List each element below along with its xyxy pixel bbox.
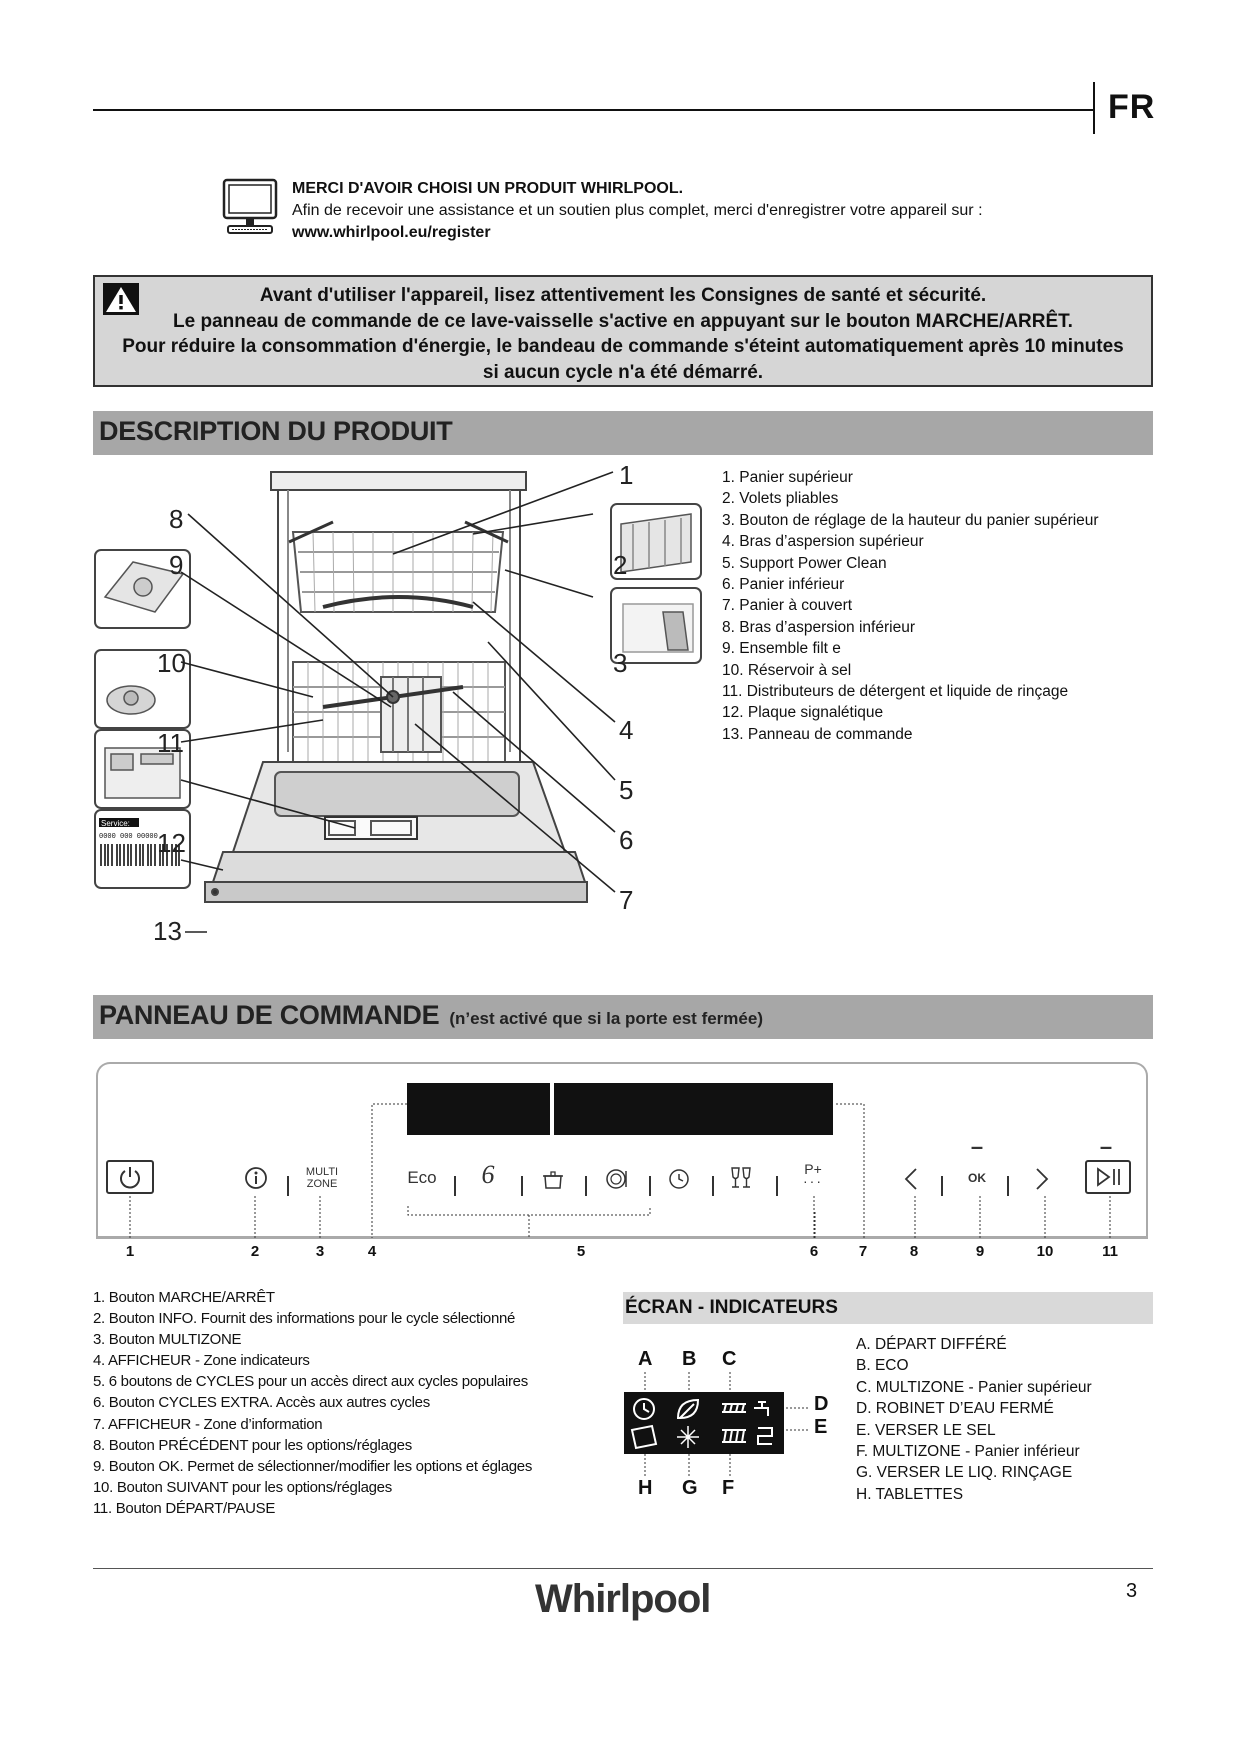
list-item: 7. AFFICHEUR - Zone d’information	[93, 1415, 323, 1433]
list-item: 6. Bouton CYCLES EXTRA. Accès aux autres cycles	[93, 1394, 430, 1412]
section-title-product: DESCRIPTION DU PRODUIT	[99, 416, 453, 446]
page-number: 3	[1126, 1580, 1138, 1602]
callout-2: 2	[613, 550, 628, 580]
dishwasher-illustration	[93, 462, 705, 952]
list-item: 10. Réservoir à sel	[722, 661, 852, 679]
control-number-6: 6	[809, 1243, 819, 1260]
safety-warning-box	[93, 275, 1153, 387]
extra-cycles-button[interactable]	[798, 1161, 828, 1189]
start-minus-indicator: –	[1099, 1134, 1113, 1159]
callout-9: 9	[169, 550, 184, 580]
control-number-4: 4	[367, 1243, 377, 1260]
control-number-10: 10	[1036, 1243, 1054, 1260]
ok-button[interactable]: OK	[968, 1171, 986, 1185]
control-number-2: 2	[250, 1243, 260, 1260]
warning-line-2: Le panneau de commande de ce lave-vaisselle s'active en appuyant sur le bouton MARCHE/ARRÊT.	[173, 310, 1073, 332]
warning-line-4: si aucun cycle n'a été démarré.	[482, 361, 764, 383]
separator	[585, 1176, 587, 1196]
list-item: 9. Bouton OK. Permet de sélectionner/modifier les options et églages	[93, 1457, 533, 1475]
separator	[776, 1176, 778, 1196]
callout-8: 8	[169, 504, 184, 534]
control-number-7: 7	[858, 1243, 868, 1260]
thanks-text: Afin de recevoir une assistance et un soutien plus complet, merci d'enregistrer votre appareil sur :	[292, 202, 983, 219]
list-item: B. ECO	[856, 1357, 909, 1375]
rating-plate-label: Service:	[101, 819, 130, 828]
parts-list	[722, 467, 1099, 745]
callout-12: 12	[157, 828, 186, 858]
extra-cycles-dots: ···	[803, 1173, 823, 1189]
callout-5: 5	[619, 775, 634, 805]
section-bar-panel	[93, 995, 1153, 1039]
indicator-screen	[622, 1372, 812, 1480]
screen-indicator-list	[856, 1334, 1092, 1505]
list-item: 4. Bras d’aspersion supérieur	[722, 533, 924, 551]
glass-cycle-icon[interactable]	[728, 1165, 754, 1193]
list-item: E. VERSER LE SEL	[856, 1421, 996, 1439]
list-item: 12. Plaque signalétique	[722, 704, 884, 722]
list-item: D. ROBINET D’EAU FERMÉ	[856, 1400, 1054, 1418]
info-button[interactable]	[243, 1165, 269, 1191]
control-number-8: 8	[909, 1243, 919, 1260]
daily-cycle-icon[interactable]	[604, 1166, 630, 1192]
panel-title: PANNEAU DE COMMANDE	[99, 1000, 440, 1030]
list-item: 8. Bras d’aspersion inférieur	[722, 618, 915, 636]
list-item: 3. Bouton MULTIZONE	[93, 1331, 242, 1349]
indicator-letter-e: E	[814, 1416, 828, 1438]
list-item: F. MULTIZONE - Panier inférieur	[856, 1443, 1080, 1461]
warning-line-3: Pour réduire la consommation d'énergie, le bandeau de commande s'éteint automatiquement après 10 minutes	[122, 336, 1124, 357]
list-item: 5. Support Power Clean	[722, 554, 887, 572]
footer-rule	[93, 1568, 1153, 1569]
list-item: 13. Panneau de commande	[722, 725, 913, 743]
extra-cycles-label: P+	[804, 1161, 822, 1177]
rating-plate-code: 0000 000 00000	[99, 833, 158, 841]
panel-subtitle: (n’est activé que si la porte est fermée)	[449, 1009, 763, 1028]
thanks-title: MERCI D'AVOIR CHOISI UN PRODUIT WHIRLPOOL.	[292, 180, 684, 197]
previous-button[interactable]	[900, 1166, 922, 1192]
list-item: 3. Bouton de réglage de la hauteur du panier supérieur	[722, 511, 1099, 529]
callout-4: 4	[619, 715, 634, 745]
separator	[521, 1176, 523, 1196]
control-legend	[93, 1287, 532, 1519]
multizone-label-1: MULTI	[305, 1166, 339, 1178]
list-item: 10. Bouton SUIVANT pour les options/réglages	[93, 1478, 392, 1496]
callout-6: 6	[619, 825, 634, 855]
control-number-3: 3	[315, 1243, 325, 1260]
six-sense-cycle-button[interactable]: 6	[481, 1160, 495, 1189]
list-item: 2. Bouton INFO. Fournit des informations pour le cycle sélectionné	[93, 1310, 516, 1328]
eco-cycle-button[interactable]: Eco	[407, 1168, 437, 1187]
separator	[287, 1176, 289, 1196]
whirlpool-logo: Whirlpool	[535, 1577, 711, 1621]
indicator-letter-c: C	[722, 1348, 737, 1370]
thanks-block	[292, 178, 983, 244]
indicator-letter-a: A	[638, 1348, 653, 1370]
list-item: 1. Panier supérieur	[722, 469, 853, 486]
section-title-panel	[99, 1000, 763, 1031]
indicator-letter-d: D	[814, 1393, 829, 1415]
language-code: FR	[1108, 88, 1156, 126]
callout-11: 11	[157, 728, 184, 758]
register-url[interactable]: www.whirlpool.eu/register	[292, 224, 491, 241]
separator	[712, 1176, 714, 1196]
indicator-letter-f: F	[722, 1477, 735, 1499]
list-item: 6. Panier inférieur	[722, 576, 845, 594]
ok-minus-indicator: –	[970, 1134, 984, 1159]
list-item: 1. Bouton MARCHE/ARRÊT	[93, 1289, 275, 1306]
computer-icon	[218, 178, 282, 236]
callout-7: 7	[619, 885, 634, 915]
multizone-label-2: ZONE	[306, 1178, 338, 1190]
list-item: 8. Bouton PRÉCÉDENT pour les options/réglages	[93, 1436, 412, 1454]
list-item: 7. Panier à couvert	[722, 597, 853, 615]
header-rule	[93, 109, 1093, 111]
callout-1: 1	[619, 462, 634, 490]
separator	[941, 1176, 943, 1196]
indicator-letter-h: H	[638, 1477, 653, 1499]
list-item: 5. 6 boutons de CYCLES pour un accès direct aux cycles populaires	[93, 1373, 528, 1391]
list-item: 9. Ensemble filt e	[722, 640, 841, 658]
start-pause-button[interactable]	[1085, 1160, 1131, 1194]
list-item: 11. Bouton DÉPART/PAUSE	[93, 1499, 276, 1517]
list-item: 2. Volets pliables	[722, 490, 839, 508]
list-item: G. VERSER LE LIQ. RINÇAGE	[856, 1464, 1073, 1482]
control-number-9: 9	[975, 1243, 985, 1260]
power-button[interactable]	[106, 1160, 154, 1194]
callout-13: 13	[153, 916, 182, 946]
indicator-letter-g: G	[682, 1477, 698, 1499]
control-number-5: 5	[576, 1243, 586, 1260]
list-item: 4. AFFICHEUR - Zone indicateurs	[93, 1352, 310, 1370]
indicator-letter-b: B	[682, 1348, 697, 1370]
separator	[1007, 1176, 1009, 1196]
warning-line-1: Avant d'utiliser l'appareil, lisez attentivement les Consignes de santé et sécurité.	[259, 285, 987, 306]
list-item: A. DÉPART DIFFÉRÉ	[856, 1336, 1007, 1353]
control-number-11: 11	[1102, 1243, 1118, 1260]
next-button[interactable]	[1031, 1166, 1053, 1192]
control-leaders	[100, 1196, 1150, 1242]
list-item: H. TABLETTES	[856, 1485, 964, 1503]
separator	[649, 1176, 651, 1196]
section-bar-product	[93, 411, 1153, 455]
callout-3: 3	[613, 648, 628, 678]
header-tick	[1093, 82, 1095, 134]
separator	[454, 1176, 456, 1196]
control-number-1: 1	[125, 1243, 135, 1260]
multizone-button[interactable]	[302, 1166, 342, 1190]
list-item: 11. Distributeurs de détergent et liquide de rinçage	[722, 683, 1069, 701]
screen-indicators-title: ÉCRAN - INDICATEURS	[625, 1297, 838, 1318]
quick-cycle-icon[interactable]	[666, 1166, 692, 1192]
screen-indicators-bar	[623, 1292, 1153, 1324]
callout-10: 10	[157, 648, 186, 678]
intensive-cycle-icon[interactable]	[540, 1166, 566, 1192]
list-item: C. MULTIZONE - Panier supérieur	[856, 1378, 1092, 1396]
